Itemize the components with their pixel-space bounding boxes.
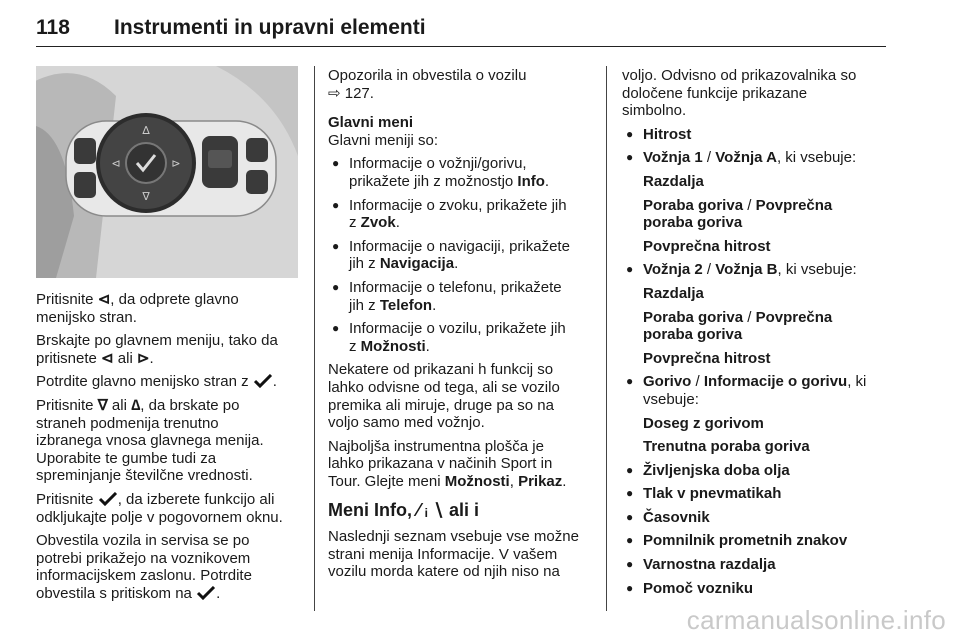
svg-text:∆: ∆ [142,124,150,137]
column-1 [36,291,304,603]
paragraph: Pritisnite ⊲, da odprete glavno menijsko stran. [36,291,239,326]
check-icon [98,492,118,506]
list-item: ● Informacije o zvoku, prikažete jih z Zvok. [328,197,600,232]
page-number: 118 [36,16,70,39]
svg-text:⊲: ⊲ [111,157,121,170]
list-item: ● Vožnja 1 / Vožnja A, ki vsebuje: [622,149,888,167]
list-item: ● Varnostna razdalja [622,556,888,574]
page-header [36,14,886,44]
svg-text:⊳: ⊳ [171,157,181,170]
paragraph: Pritisnite ∇ ali ∆, da brskate po straneh podmenija trenutno izbranega vnosa glavnega menija. Uporabite te gumbe tudi za spreminjanje številčne vrednosti. [36,396,264,485]
section-heading-meni-info: Meni Info, ⁄ ᵢ ∖ ali i [328,500,480,521]
column-divider [314,66,315,611]
check-icon [196,586,216,600]
paragraph: Naslednji seznam vsebuje vse možne strani menija Informacije. V vašem vozilu morda katere od njih niso na [328,528,579,581]
list-item: ● Pomnilnik prometnih znakov [622,532,888,550]
list-item: ● Časovnik [622,509,888,527]
section-heading-glavni-meni: Glavni meni [328,114,414,132]
paragraph: Najboljša instrumentna plošča je lahko prikazana v načinih Sport in Tour. Glejte meni Možnosti, Prikaz. [328,437,567,490]
info-symbol-icon: ⁄ ᵢ ∖ [417,500,445,521]
watermark: carmanualsonline.info [686,605,946,635]
list-item: ● Informacije o vožnji/gorivu, prikažete jih z možnostjo Info. [328,155,600,190]
list-item: ● Informacije o navigaciji, prikažete jih z Navigacija. [328,238,600,273]
info-i-icon: i [474,500,480,521]
paragraph: Pritisnite , da izberete funkcijo ali odkljukajte polje v pogovornem oknu. [36,490,283,526]
steering-wheel-controls-image [36,66,298,278]
paragraph: Nekatere od prikazani h funkcij so lahko odvisne od tega, ali se vozilo premika ali miruje, druge pa so na voljo samo med vožnjo. [328,361,560,432]
sub-item: Poraba goriva / Povprečna poraba goriva [643,308,833,344]
column-divider [606,66,607,611]
sub-item: Trenutna poraba goriva [643,438,810,456]
paragraph: Opozorila in obvestila o vozilu ⇨ 127. [328,67,527,102]
list-item: ● Informacije o telefonu, prikažete jih z Telefon. [328,279,600,314]
page-title: Instrumenti in upravni elementi [114,16,426,39]
list-item: ● Pomoč vozniku [622,580,888,598]
sub-item: Doseg z gorivom [643,414,764,432]
sub-item: Razdalja [643,284,704,302]
paragraph: voljo. Odvisno od prikazovalnika so določene funkcije prikazane simbolno. [622,67,857,120]
svg-text:∇: ∇ [142,190,150,203]
header-rule [36,46,886,47]
check-icon [253,374,273,388]
steering-wheel-illustration [36,66,298,278]
paragraph: Brskajte po glavnem meniju, tako da pritisnete ⊲ ali ⊳. [36,332,278,367]
list-item: ● Informacije o vozilu, prikažete jih z Možnosti. [328,320,600,355]
list-item: ● Hitrost [622,126,888,144]
sub-item: Povprečna hitrost [643,349,771,367]
paragraph: Glavni meniji so: [328,131,439,149]
paragraph: Potrdite glavno menijsko stran z . [36,373,277,391]
column-2 [328,67,600,581]
sub-item: Razdalja [643,172,704,190]
list-item: ● Gorivo / Informacije o gorivu, ki vsebuje: [622,373,888,408]
sub-item: Poraba goriva / Povprečna poraba goriva [643,196,833,232]
paragraph: Obvestila vozila in servisa se po potrebi prikažejo na voznikovem informacijskem zaslonu. Potrdite obvestila s pritiskom na . [36,532,252,602]
column-3 [622,67,888,597]
list-item: ● Vožnja 2 / Vožnja B, ki vsebuje: [622,261,888,279]
list-item: ● Tlak v pnevmatikah [622,485,888,503]
list-item: ● Življenjska doba olja [622,462,888,480]
sub-item: Povprečna hitrost [643,237,771,255]
